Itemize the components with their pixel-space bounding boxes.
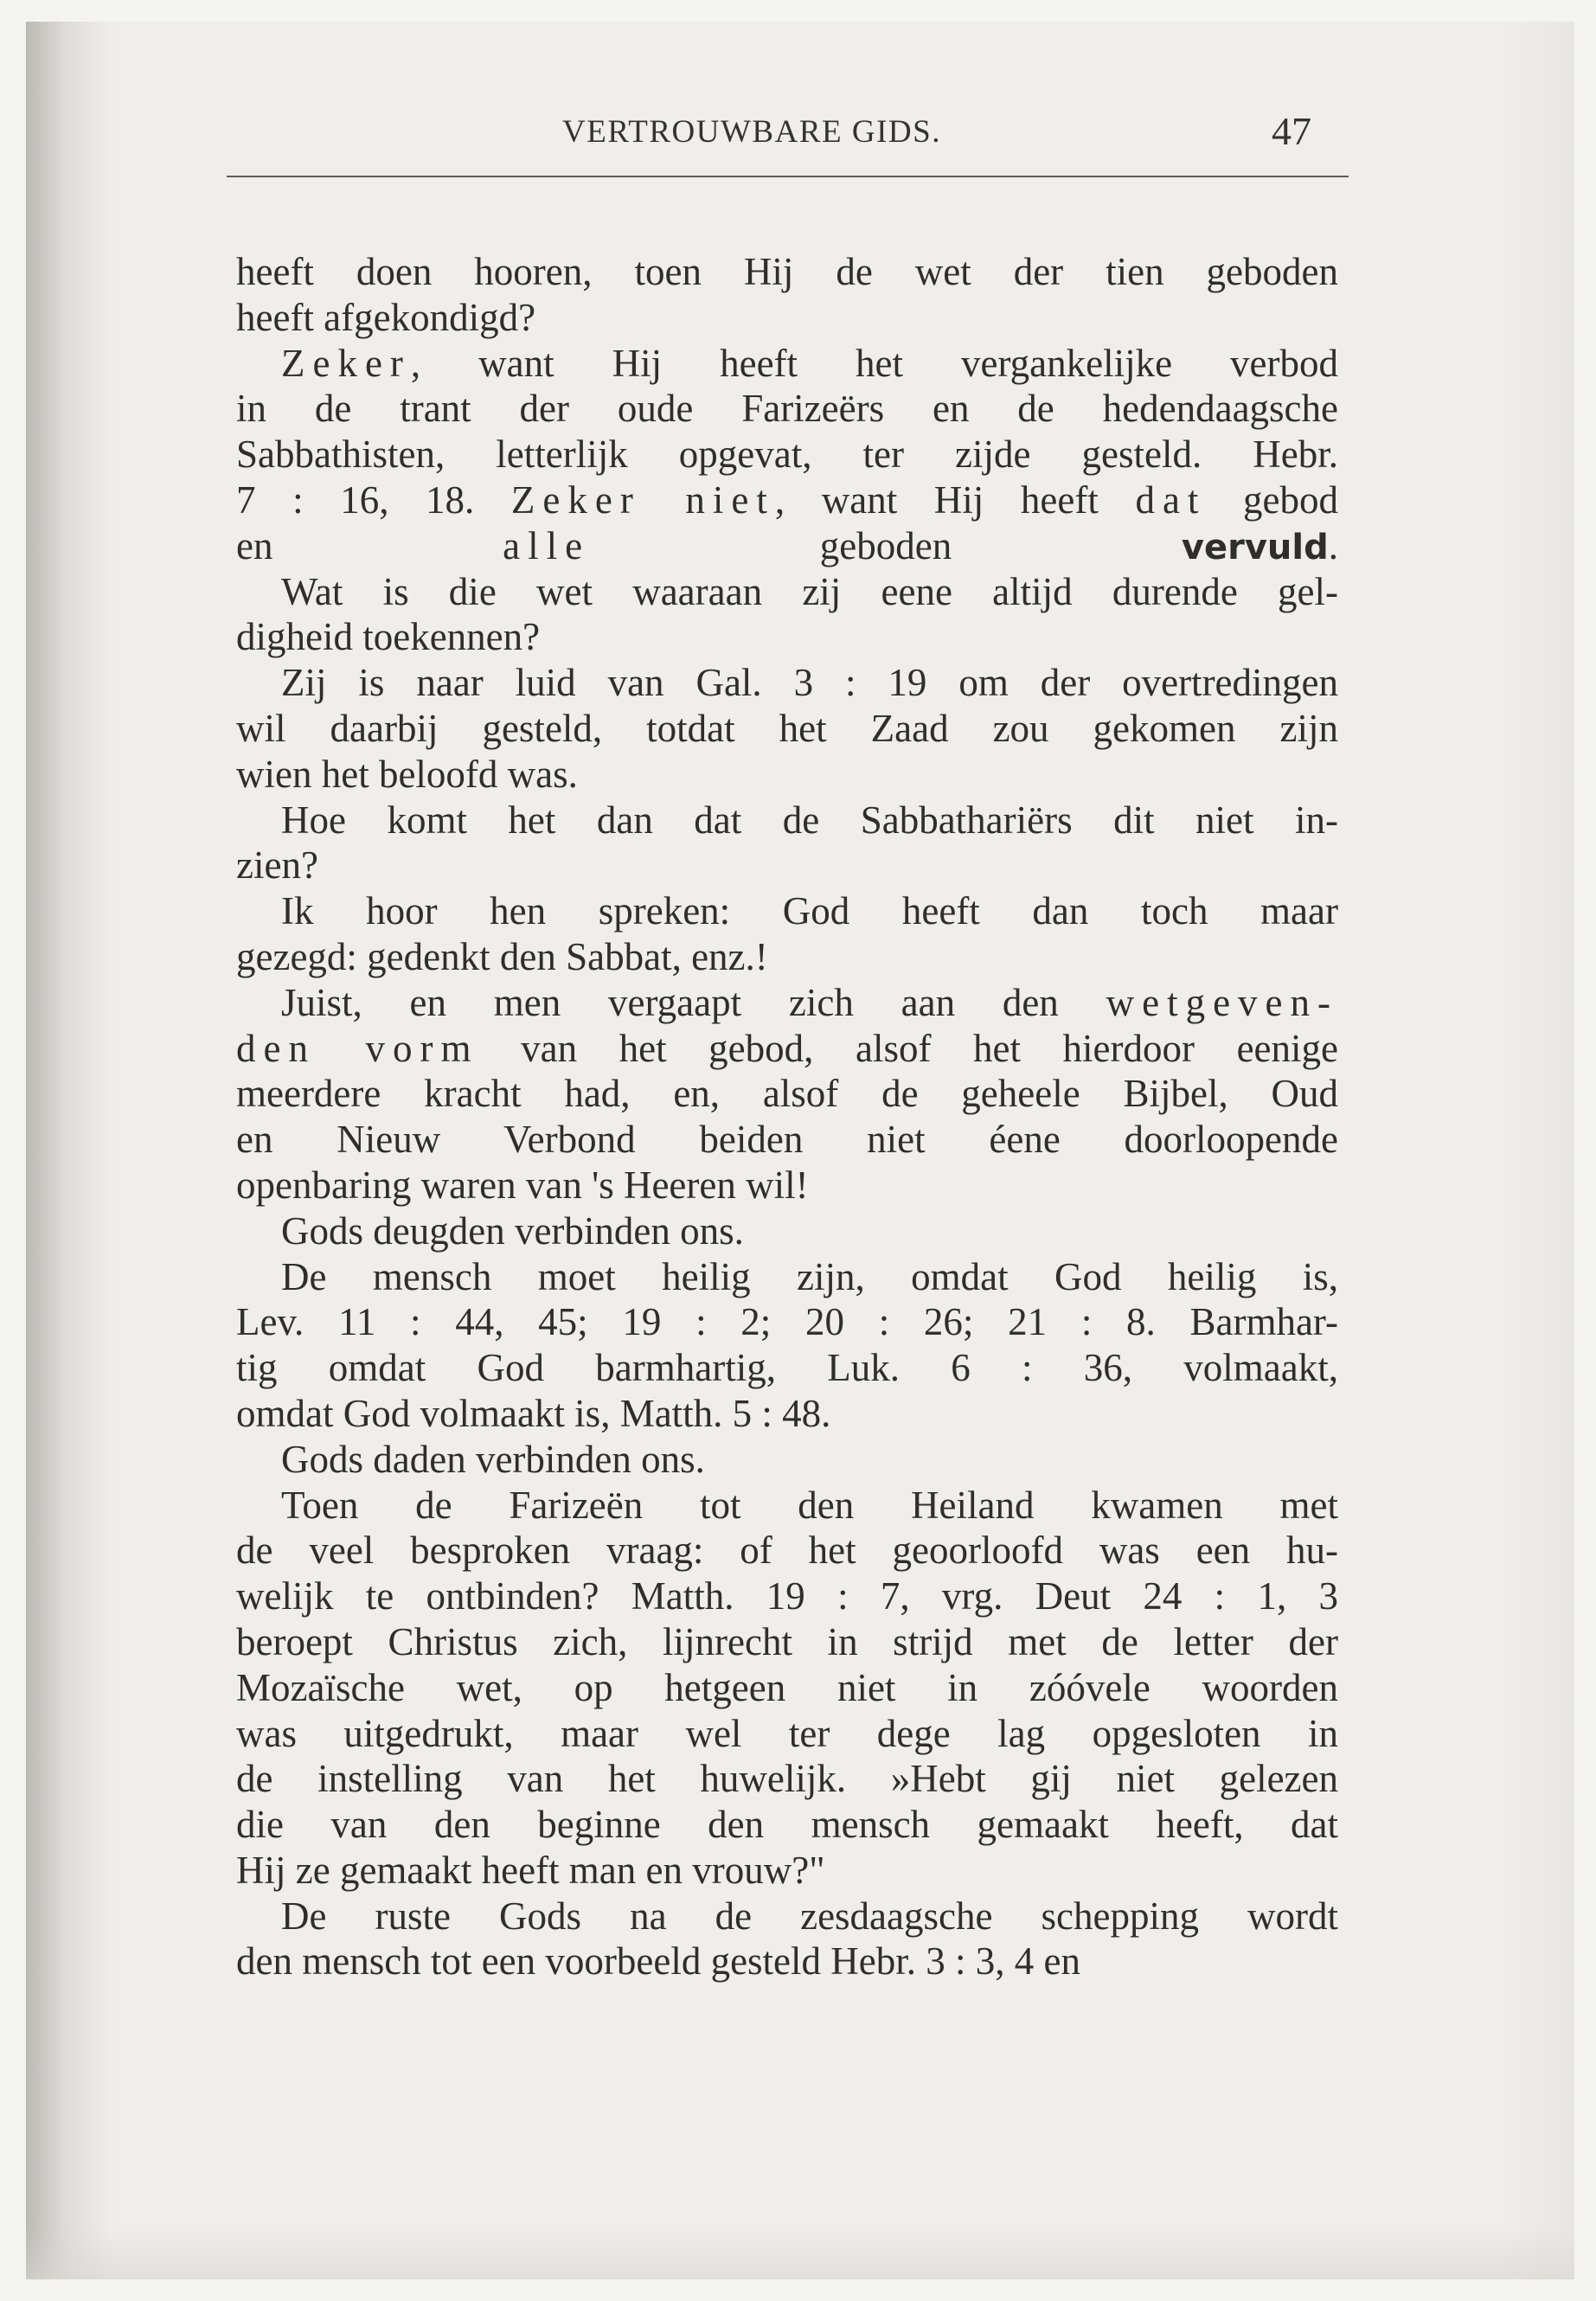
page-header	[26, 22, 1574, 186]
text-line: de veel besproken vraag: of het geoorloofd was een hu-	[236, 1529, 1338, 1573]
text-line: Gods daden verbinden ons.	[281, 1437, 705, 1481]
text-line: Wat is die wet waaraan zij eene altijd durende gel-	[281, 569, 1338, 613]
text-fragment: 7 : 16, 18.	[236, 478, 511, 522]
text-line: Mozaïsche wet, op hetgeen niet in zóóvele woorden	[236, 1665, 1338, 1709]
text-line	[236, 478, 1338, 523]
spaced-emphasis: Zeker	[281, 341, 411, 385]
text-line: Zij is naar luid van Gal. 3 : 19 om der overtredingen	[281, 661, 1338, 705]
text-line	[236, 341, 1338, 387]
text-line: en Nieuw Verbond beiden niet éene doorloopende	[236, 1118, 1338, 1162]
page-number: 47	[1272, 109, 1311, 153]
text-fragment: , want Hij heeft	[774, 478, 1136, 522]
spaced-emphasis: Zeker niet	[510, 478, 775, 522]
text-line: meerdere kracht had, en, alsof de geheele Bijbel, Oud	[236, 1072, 1338, 1116]
text-line: omdat God volmaakt is, Matth. 5 : 48.	[236, 1391, 831, 1435]
spaced-emphasis: dat	[1135, 478, 1207, 522]
text-line	[236, 523, 1338, 569]
spaced-emphasis: den vorm	[236, 1026, 479, 1070]
text-line: digheid toekennen?	[236, 615, 541, 659]
running-title: VERTROUWBARE GIDS.	[562, 114, 941, 150]
bottom-shade	[26, 2227, 1574, 2279]
text-line: Hoe komt het dan dat de Sabbathariërs dit niet in-	[281, 798, 1338, 842]
text-line: De mensch moet heilig zijn, omdat God heilig is,	[281, 1254, 1338, 1298]
bold-word: vervuld	[1181, 527, 1329, 567]
text-fragment: Juist, en men vergaapt zich aan den	[281, 980, 1106, 1024]
spaced-emphasis: alle	[503, 523, 591, 567]
text-fragment: van het gebod, alsof het hierdoor eenige	[478, 1026, 1338, 1070]
text-fragment: en	[236, 523, 503, 567]
text-line: in de trant der oude Farizeërs en de hedendaagsche	[236, 387, 1338, 431]
text-line: de instelling van het huwelijk. »Hebt gij niet gelezen	[236, 1757, 1338, 1801]
body-text	[236, 249, 1338, 1984]
text-line: heeft afgekondigd?	[236, 295, 536, 339]
text-line: Hij ze gemaakt heeft man en vrouw?"	[236, 1848, 825, 1892]
text-line: zien?	[236, 843, 318, 888]
text-line: Lev. 11 : 44, 45; 19 : 2; 20 : 26; 21 : 8. Barmhar-	[236, 1300, 1338, 1344]
text-fragment: gebod	[1206, 478, 1338, 522]
text-line: beroept Christus zich, lijnrecht in strijd met de letter der	[236, 1619, 1338, 1663]
text-line: Sabbathisten, letterlijk opgevat, ter zijde gesteld. Hebr.	[236, 433, 1338, 477]
text-fragment: .	[1328, 523, 1338, 567]
text-line: Gods deugden verbinden ons.	[281, 1208, 744, 1253]
text-fragment: geboden	[590, 523, 1182, 567]
text-line: openbaring waren van 's Heeren wil!	[236, 1163, 809, 1207]
text-line: welijk te ontbinden? Matth. 19 : 7, vrg. Deut 24 : 1, 3	[236, 1574, 1338, 1618]
binding-shadow	[26, 22, 108, 2279]
text-line: De ruste Gods na de zesdaagsche schepping wordt	[281, 1894, 1338, 1938]
text-line: tig omdat God barmhartig, Luk. 6 : 36, volmaakt,	[236, 1346, 1338, 1390]
text-line	[236, 980, 1338, 1026]
text-line: heeft doen hooren, toen Hij de wet der tien geboden	[236, 250, 1338, 293]
text-line: Toen de Farizeën tot den Heiland kwamen met	[281, 1483, 1338, 1527]
text-line: was uitgedrukt, maar wel ter dege lag opgesloten in	[236, 1711, 1338, 1755]
text-line: wien het beloofd was.	[236, 752, 578, 796]
text-fragment: , want Hij heeft het vergankelijke verbod	[410, 341, 1338, 385]
text-line: wil daarbij gesteld, totdat het Zaad zou gekomen zijn	[236, 706, 1338, 750]
book-page	[26, 22, 1574, 2279]
text-line: Ik hoor hen spreken: God heeft dan toch maar	[281, 889, 1338, 933]
text-line: den mensch tot een voorbeeld gesteld Hebr. 3 : 3, 4 en	[236, 1939, 1080, 1984]
header-rule-right	[1102, 176, 1349, 177]
text-line	[236, 1026, 1338, 1072]
spaced-emphasis: wetgeven-	[1106, 980, 1338, 1024]
text-line: gezegd: gedenkt den Sabbat, enz.!	[236, 934, 768, 978]
text-line: die van den beginne den mensch gemaakt heeft, dat	[236, 1803, 1338, 1847]
